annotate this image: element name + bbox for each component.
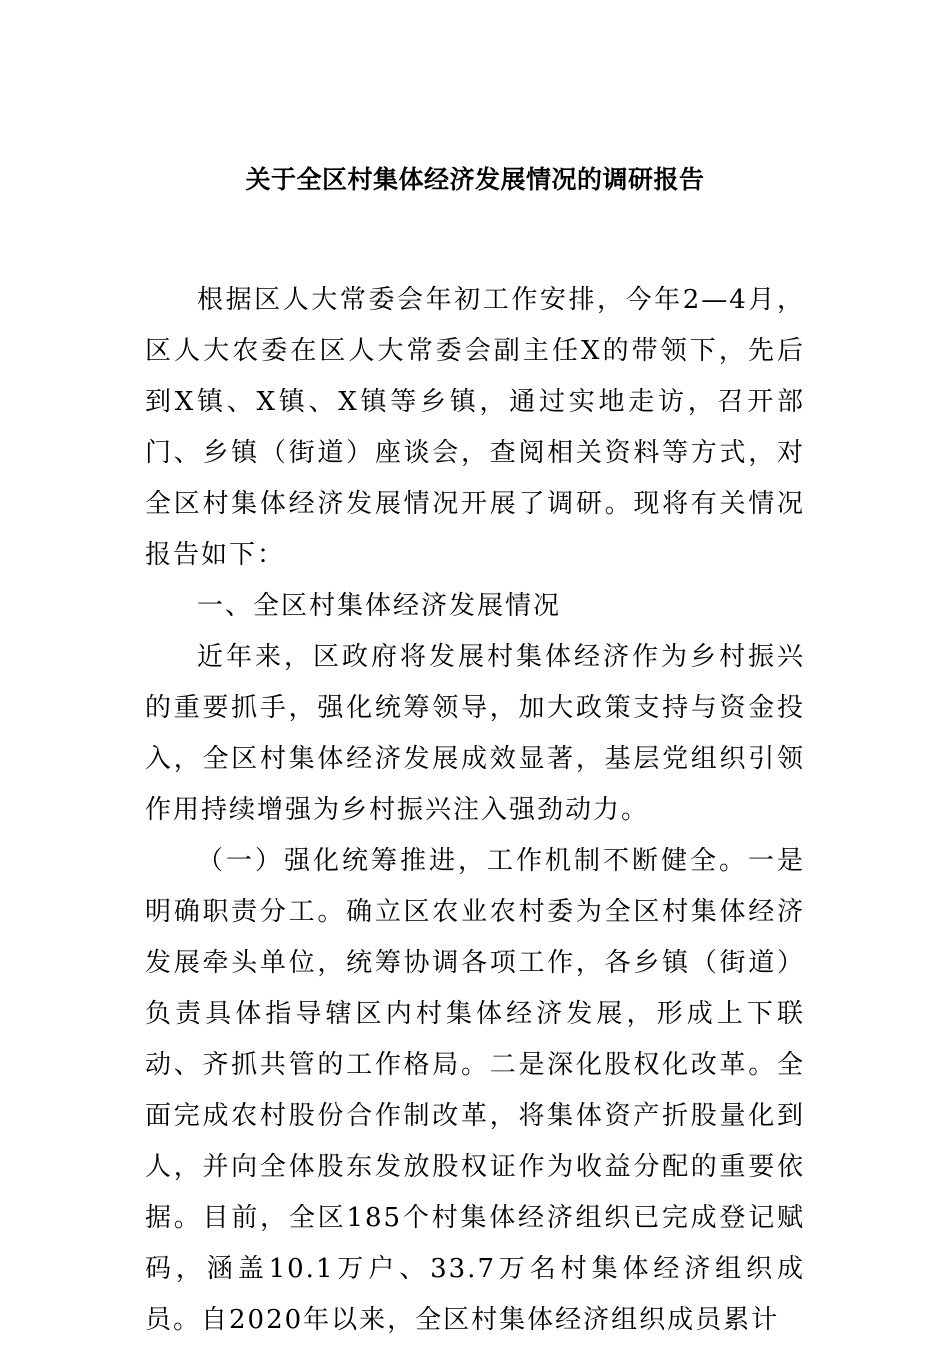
document-body bbox=[145, 275, 805, 1346]
paragraph-subsection-1: （一）强化统筹推进，工作机制不断健全。一是明确职责分工。确立区农业农村委为全区村集体经济发展牵头单位，统筹协调各项工作，各乡镇（街道）负责具体指导辖区内村集体经济发展，形成上下联动、齐抓共管的工作格局。二是深化股权化改革。全面完成农村股份合作制改革，将集体资产折股量化到人，并向全体股东发放股权证作为收益分配的重要依据。目前，全区185个村集体经济组织已完成登记赋码，涵盖10.1万户、33.7万名村集体经济组织成员。自2020年以来，全区村集体经济组织成员累计 bbox=[145, 846, 805, 1335]
document-title: 关于全区村集体经济发展情况的调研报告 bbox=[245, 165, 705, 194]
paragraph-intro: 根据区人大常委会年初工作安排，今年2—4月，区人大农委在区人大常委会副主任X的带领下，先后到X镇、X镇、X镇等乡镇，通过实地走访，召开部门、乡镇（街道）座谈会，查阅相关资料等方式，对全区村集体经济发展情况开展了调研。现将有关情况报告如下： bbox=[145, 285, 805, 570]
paragraph-overview: 近年来，区政府将发展村集体经济作为乡村振兴的重要抓手，强化统筹领导，加大政策支持与资金投入，全区村集体经济发展成效显著，基层党组织引领作用持续增强为乡村振兴注入强劲动力。 bbox=[145, 642, 805, 825]
section-heading-1: 一、全区村集体经济发展情况 bbox=[197, 591, 562, 621]
